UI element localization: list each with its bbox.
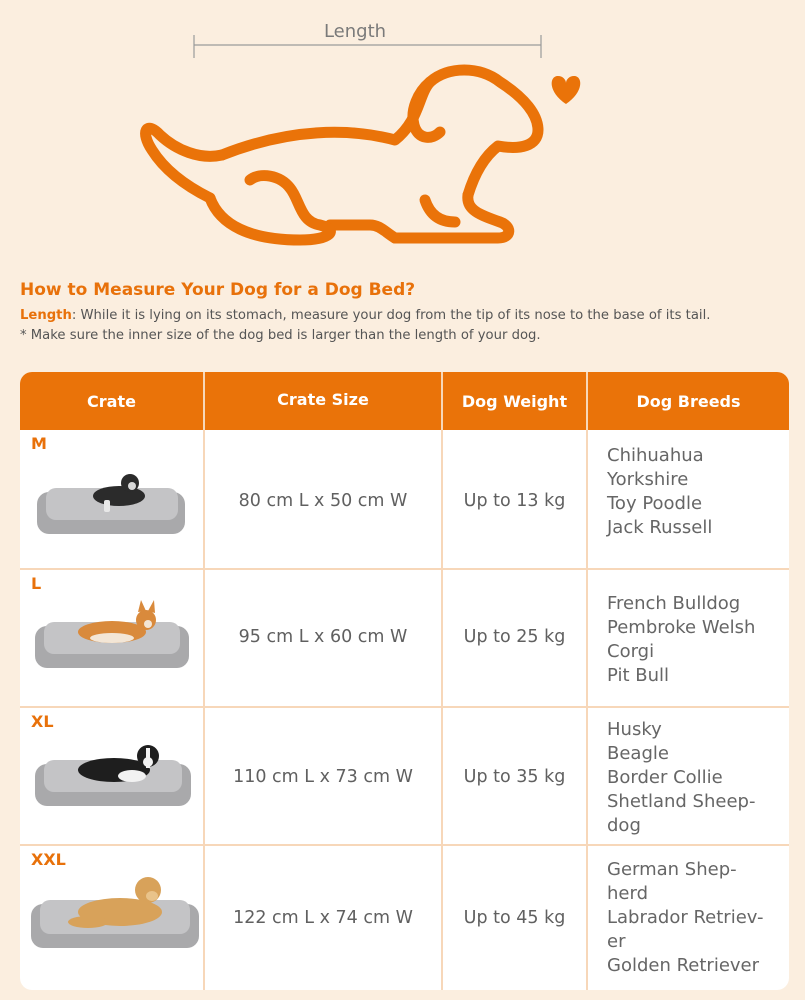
dog-body-outline bbox=[146, 70, 538, 240]
dog-weight-value: Up to 13 kg bbox=[463, 491, 566, 511]
header-dog-breeds: Dog Breeds bbox=[636, 392, 741, 411]
breed-item: Corgi bbox=[607, 641, 655, 662]
breed-item: Golden Retriever bbox=[607, 955, 760, 976]
breed-item: Pit Bull bbox=[607, 665, 669, 686]
crate-size-value: 110 cm L x 73 cm W bbox=[233, 767, 413, 787]
size-note: * Make sure the inner size of the dog bed is larger than the length of your dog. bbox=[20, 328, 541, 343]
dog-weight-value: Up to 45 kg bbox=[463, 908, 566, 928]
table-row bbox=[20, 708, 789, 844]
breed-item: Chihuahua bbox=[607, 445, 704, 466]
length-instruction bbox=[20, 306, 800, 326]
crate-size-value: 122 cm L x 74 cm W bbox=[233, 908, 413, 928]
measure-heading: How to Measure Your Dog for a Dog Bed? bbox=[20, 280, 416, 300]
breed-item: Yorkshire bbox=[607, 469, 689, 490]
breed-item: Toy Poodle bbox=[607, 493, 703, 514]
breed-item: Husky bbox=[607, 719, 662, 740]
header-crate-size: Crate Size bbox=[277, 390, 369, 409]
crate-size-value: 95 cm L x 60 cm W bbox=[238, 627, 408, 647]
breed-item: German Shep- bbox=[607, 859, 737, 880]
table-header bbox=[20, 372, 789, 430]
measure-description bbox=[20, 306, 800, 346]
breed-item: dog bbox=[607, 815, 641, 836]
breed-item: Shetland Sheep- bbox=[607, 791, 756, 812]
breed-item: Jack Russell bbox=[607, 517, 713, 538]
header-crate: Crate bbox=[87, 392, 136, 411]
dog-breeds-list bbox=[607, 858, 785, 978]
crate-size-label: XL bbox=[31, 712, 54, 731]
table-row bbox=[20, 570, 789, 706]
dog-bed-image bbox=[32, 600, 192, 672]
dog-bed-image bbox=[32, 736, 194, 810]
dog-breeds-list bbox=[607, 592, 785, 688]
crate-size-value: 80 cm L x 50 cm W bbox=[238, 491, 408, 511]
dog-weight-value: Up to 35 kg bbox=[463, 767, 566, 787]
breed-item: French Bulldog bbox=[607, 593, 741, 614]
table-row bbox=[20, 846, 789, 990]
breed-item: er bbox=[607, 931, 626, 952]
dog-breeds-list bbox=[607, 444, 785, 540]
breed-item: herd bbox=[607, 883, 648, 904]
breed-item: Border Collie bbox=[607, 767, 723, 788]
size-chart-table bbox=[20, 372, 789, 990]
crate-size-label: L bbox=[31, 574, 42, 593]
breed-item: Beagle bbox=[607, 743, 669, 764]
length-text: : While it is lying on its stomach, measure your dog from the tip of its nose to the base of its tail. bbox=[71, 308, 711, 323]
measure-diagram bbox=[0, 0, 805, 270]
length-term: Length bbox=[20, 308, 72, 323]
crate-size-label: XXL bbox=[31, 850, 66, 869]
crate-size-label: M bbox=[31, 434, 47, 453]
dog-breeds-list bbox=[607, 718, 785, 838]
heart-icon bbox=[552, 76, 581, 104]
dog-weight-value: Up to 25 kg bbox=[463, 627, 566, 647]
dog-bed-image bbox=[28, 872, 202, 952]
length-label: Length bbox=[323, 21, 387, 42]
breed-item: Labrador Retriev- bbox=[607, 907, 764, 928]
table-row bbox=[20, 430, 789, 568]
breed-item: Pembroke Welsh bbox=[607, 617, 756, 638]
dog-bed-image bbox=[34, 470, 189, 540]
header-dog-weight: Dog Weight bbox=[461, 392, 568, 411]
